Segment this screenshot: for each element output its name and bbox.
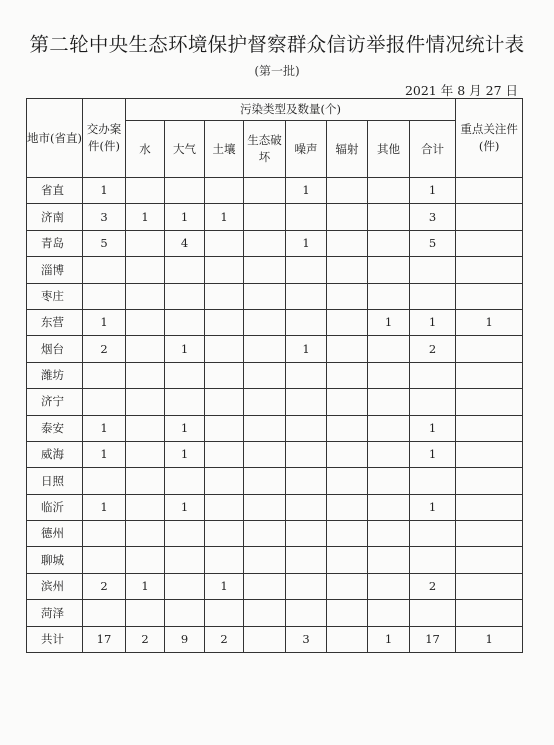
cell-total (410, 547, 456, 573)
table-row (27, 626, 523, 652)
header-eco: 生态破坏 (244, 121, 286, 178)
header-region: 地市(省直) (27, 99, 83, 178)
cell-key (456, 389, 523, 415)
cell-other (368, 494, 410, 520)
cell-key (456, 573, 523, 599)
cell-region: 滨州 (27, 573, 83, 599)
cell-air (165, 389, 205, 415)
cell-total (410, 600, 456, 626)
cell-eco (244, 468, 286, 494)
cell-noise (286, 389, 327, 415)
cell-total: 1 (410, 178, 456, 204)
cell-key: 1 (456, 309, 523, 335)
cell-key (456, 468, 523, 494)
cell-eco (244, 178, 286, 204)
header-assigned: 交办案件(件) (83, 99, 126, 178)
cell-region: 省直 (27, 178, 83, 204)
cell-water: 1 (126, 573, 165, 599)
cell-assigned (83, 283, 126, 309)
cell-total: 2 (410, 573, 456, 599)
cell-water (126, 230, 165, 256)
cell-key (456, 415, 523, 441)
cell-air: 1 (165, 204, 205, 230)
table-row (27, 547, 523, 573)
cell-assigned: 3 (83, 204, 126, 230)
header-water: 水 (126, 121, 165, 178)
cell-water (126, 389, 165, 415)
cell-total (410, 283, 456, 309)
cell-radiation (327, 468, 368, 494)
page-title: 第二轮中央生态环境保护督察群众信访举报件情况统计表 (29, 33, 525, 56)
statistics-table (26, 98, 523, 653)
cell-air (165, 600, 205, 626)
table-row (27, 204, 523, 230)
cell-water (126, 283, 165, 309)
cell-assigned (83, 547, 126, 573)
cell-region: 潍坊 (27, 362, 83, 388)
cell-key (456, 362, 523, 388)
cell-noise (286, 362, 327, 388)
cell-noise (286, 204, 327, 230)
cell-eco (244, 389, 286, 415)
cell-assigned (83, 468, 126, 494)
cell-key: 1 (456, 626, 523, 652)
cell-assigned: 2 (83, 336, 126, 362)
header-pollution-group: 污染类型及数量(个) (126, 99, 456, 121)
cell-radiation (327, 626, 368, 652)
cell-water: 2 (126, 626, 165, 652)
cell-radiation (327, 441, 368, 467)
cell-other (368, 283, 410, 309)
cell-water (126, 415, 165, 441)
table-row (27, 415, 523, 441)
cell-radiation (327, 389, 368, 415)
cell-noise (286, 257, 327, 283)
cell-noise (286, 521, 327, 547)
table-row (27, 336, 523, 362)
cell-soil (205, 494, 244, 520)
cell-total: 17 (410, 626, 456, 652)
cell-total: 1 (410, 494, 456, 520)
header-total: 合计 (410, 121, 456, 178)
cell-soil (205, 415, 244, 441)
cell-key (456, 547, 523, 573)
cell-total: 1 (410, 441, 456, 467)
report-date: 2021 年 8 月 27 日 (404, 83, 518, 98)
header-air: 大气 (165, 121, 205, 178)
cell-eco (244, 573, 286, 599)
cell-total (410, 521, 456, 547)
cell-eco (244, 257, 286, 283)
cell-key (456, 521, 523, 547)
cell-other (368, 362, 410, 388)
cell-soil (205, 389, 244, 415)
cell-air (165, 309, 205, 335)
table-body (27, 178, 523, 653)
cell-noise: 1 (286, 230, 327, 256)
cell-air (165, 521, 205, 547)
cell-noise (286, 547, 327, 573)
cell-assigned: 1 (83, 309, 126, 335)
cell-other (368, 547, 410, 573)
cell-air: 1 (165, 336, 205, 362)
cell-air (165, 257, 205, 283)
cell-eco (244, 204, 286, 230)
cell-radiation (327, 494, 368, 520)
cell-eco (244, 309, 286, 335)
cell-other (368, 573, 410, 599)
cell-soil (205, 468, 244, 494)
header-key-concern: 重点关注件(件) (456, 99, 523, 178)
cell-region: 聊城 (27, 547, 83, 573)
cell-water (126, 441, 165, 467)
cell-radiation (327, 600, 368, 626)
table-row (27, 178, 523, 204)
cell-soil (205, 600, 244, 626)
cell-water (126, 600, 165, 626)
table-row (27, 257, 523, 283)
cell-air: 9 (165, 626, 205, 652)
cell-air (165, 573, 205, 599)
cell-assigned: 1 (83, 178, 126, 204)
header-noise: 噪声 (286, 121, 327, 178)
cell-key (456, 441, 523, 467)
cell-soil (205, 178, 244, 204)
cell-radiation (327, 283, 368, 309)
cell-radiation (327, 309, 368, 335)
cell-region: 烟台 (27, 336, 83, 362)
table-row (27, 230, 523, 256)
cell-water (126, 309, 165, 335)
cell-soil (205, 257, 244, 283)
cell-region: 共计 (27, 626, 83, 652)
cell-eco (244, 441, 286, 467)
cell-water (126, 178, 165, 204)
cell-key (456, 600, 523, 626)
cell-water: 1 (126, 204, 165, 230)
cell-assigned (83, 362, 126, 388)
table-row (27, 573, 523, 599)
cell-eco (244, 494, 286, 520)
cell-water (126, 521, 165, 547)
cell-soil (205, 283, 244, 309)
cell-soil: 1 (205, 204, 244, 230)
cell-region: 枣庄 (27, 283, 83, 309)
header-radiation: 辐射 (327, 121, 368, 178)
cell-eco (244, 362, 286, 388)
cell-region: 济南 (27, 204, 83, 230)
cell-water (126, 336, 165, 362)
cell-noise (286, 415, 327, 441)
cell-eco (244, 521, 286, 547)
table-row (27, 468, 523, 494)
cell-region: 泰安 (27, 415, 83, 441)
cell-eco (244, 547, 286, 573)
cell-radiation (327, 336, 368, 362)
cell-noise (286, 494, 327, 520)
cell-radiation (327, 573, 368, 599)
cell-noise (286, 441, 327, 467)
cell-radiation (327, 521, 368, 547)
cell-air: 1 (165, 415, 205, 441)
cell-other (368, 415, 410, 441)
cell-total: 1 (410, 415, 456, 441)
cell-total: 2 (410, 336, 456, 362)
cell-region: 济宁 (27, 389, 83, 415)
cell-noise: 3 (286, 626, 327, 652)
cell-eco (244, 336, 286, 362)
cell-eco (244, 283, 286, 309)
cell-region: 青岛 (27, 230, 83, 256)
cell-assigned (83, 521, 126, 547)
cell-other (368, 257, 410, 283)
cell-total (410, 257, 456, 283)
table-row (27, 521, 523, 547)
cell-noise (286, 573, 327, 599)
cell-radiation (327, 204, 368, 230)
cell-other (368, 441, 410, 467)
table-row (27, 283, 523, 309)
cell-soil: 2 (205, 626, 244, 652)
cell-soil (205, 521, 244, 547)
cell-air: 1 (165, 441, 205, 467)
cell-assigned (83, 389, 126, 415)
cell-air (165, 547, 205, 573)
cell-radiation (327, 257, 368, 283)
cell-total: 3 (410, 204, 456, 230)
cell-other (368, 600, 410, 626)
table-row (27, 362, 523, 388)
cell-air: 1 (165, 494, 205, 520)
cell-other (368, 521, 410, 547)
cell-soil (205, 441, 244, 467)
cell-soil (205, 362, 244, 388)
cell-key (456, 283, 523, 309)
cell-region: 临沂 (27, 494, 83, 520)
cell-other (368, 468, 410, 494)
cell-region: 菏泽 (27, 600, 83, 626)
cell-water (126, 362, 165, 388)
cell-region: 东营 (27, 309, 83, 335)
cell-region: 威海 (27, 441, 83, 467)
cell-other: 1 (368, 309, 410, 335)
cell-water (126, 547, 165, 573)
cell-total: 1 (410, 309, 456, 335)
cell-radiation (327, 415, 368, 441)
cell-total (410, 362, 456, 388)
cell-total (410, 468, 456, 494)
cell-eco (244, 626, 286, 652)
cell-other (368, 336, 410, 362)
cell-other (368, 178, 410, 204)
cell-key (456, 178, 523, 204)
cell-noise (286, 600, 327, 626)
cell-region: 日照 (27, 468, 83, 494)
cell-air (165, 178, 205, 204)
cell-soil: 1 (205, 573, 244, 599)
header-soil: 土壤 (205, 121, 244, 178)
cell-noise (286, 283, 327, 309)
page-subtitle: (第一批) (254, 64, 300, 78)
cell-other (368, 204, 410, 230)
cell-assigned (83, 600, 126, 626)
cell-eco (244, 230, 286, 256)
cell-soil (205, 336, 244, 362)
cell-radiation (327, 178, 368, 204)
cell-assigned: 1 (83, 415, 126, 441)
cell-noise: 1 (286, 178, 327, 204)
cell-assigned: 17 (83, 626, 126, 652)
cell-other (368, 389, 410, 415)
table-row (27, 494, 523, 520)
cell-assigned: 2 (83, 573, 126, 599)
cell-assigned (83, 257, 126, 283)
cell-air (165, 468, 205, 494)
cell-soil (205, 309, 244, 335)
table-row (27, 309, 523, 335)
cell-noise (286, 309, 327, 335)
cell-soil (205, 547, 244, 573)
cell-key (456, 204, 523, 230)
cell-water (126, 468, 165, 494)
cell-air (165, 283, 205, 309)
cell-key (456, 230, 523, 256)
cell-other: 1 (368, 626, 410, 652)
cell-air: 4 (165, 230, 205, 256)
cell-eco (244, 600, 286, 626)
cell-total: 5 (410, 230, 456, 256)
table-row (27, 389, 523, 415)
cell-assigned: 1 (83, 441, 126, 467)
cell-key (456, 494, 523, 520)
cell-air (165, 362, 205, 388)
cell-key (456, 257, 523, 283)
table-row (27, 441, 523, 467)
cell-region: 德州 (27, 521, 83, 547)
cell-assigned: 5 (83, 230, 126, 256)
cell-noise (286, 468, 327, 494)
cell-region: 淄博 (27, 257, 83, 283)
cell-assigned: 1 (83, 494, 126, 520)
table-header (27, 99, 523, 178)
cell-radiation (327, 547, 368, 573)
cell-noise: 1 (286, 336, 327, 362)
cell-soil (205, 230, 244, 256)
cell-radiation (327, 362, 368, 388)
cell-eco (244, 415, 286, 441)
header-other: 其他 (368, 121, 410, 178)
table-row (27, 600, 523, 626)
cell-total (410, 389, 456, 415)
cell-water (126, 257, 165, 283)
cell-water (126, 494, 165, 520)
cell-other (368, 230, 410, 256)
cell-key (456, 336, 523, 362)
cell-radiation (327, 230, 368, 256)
